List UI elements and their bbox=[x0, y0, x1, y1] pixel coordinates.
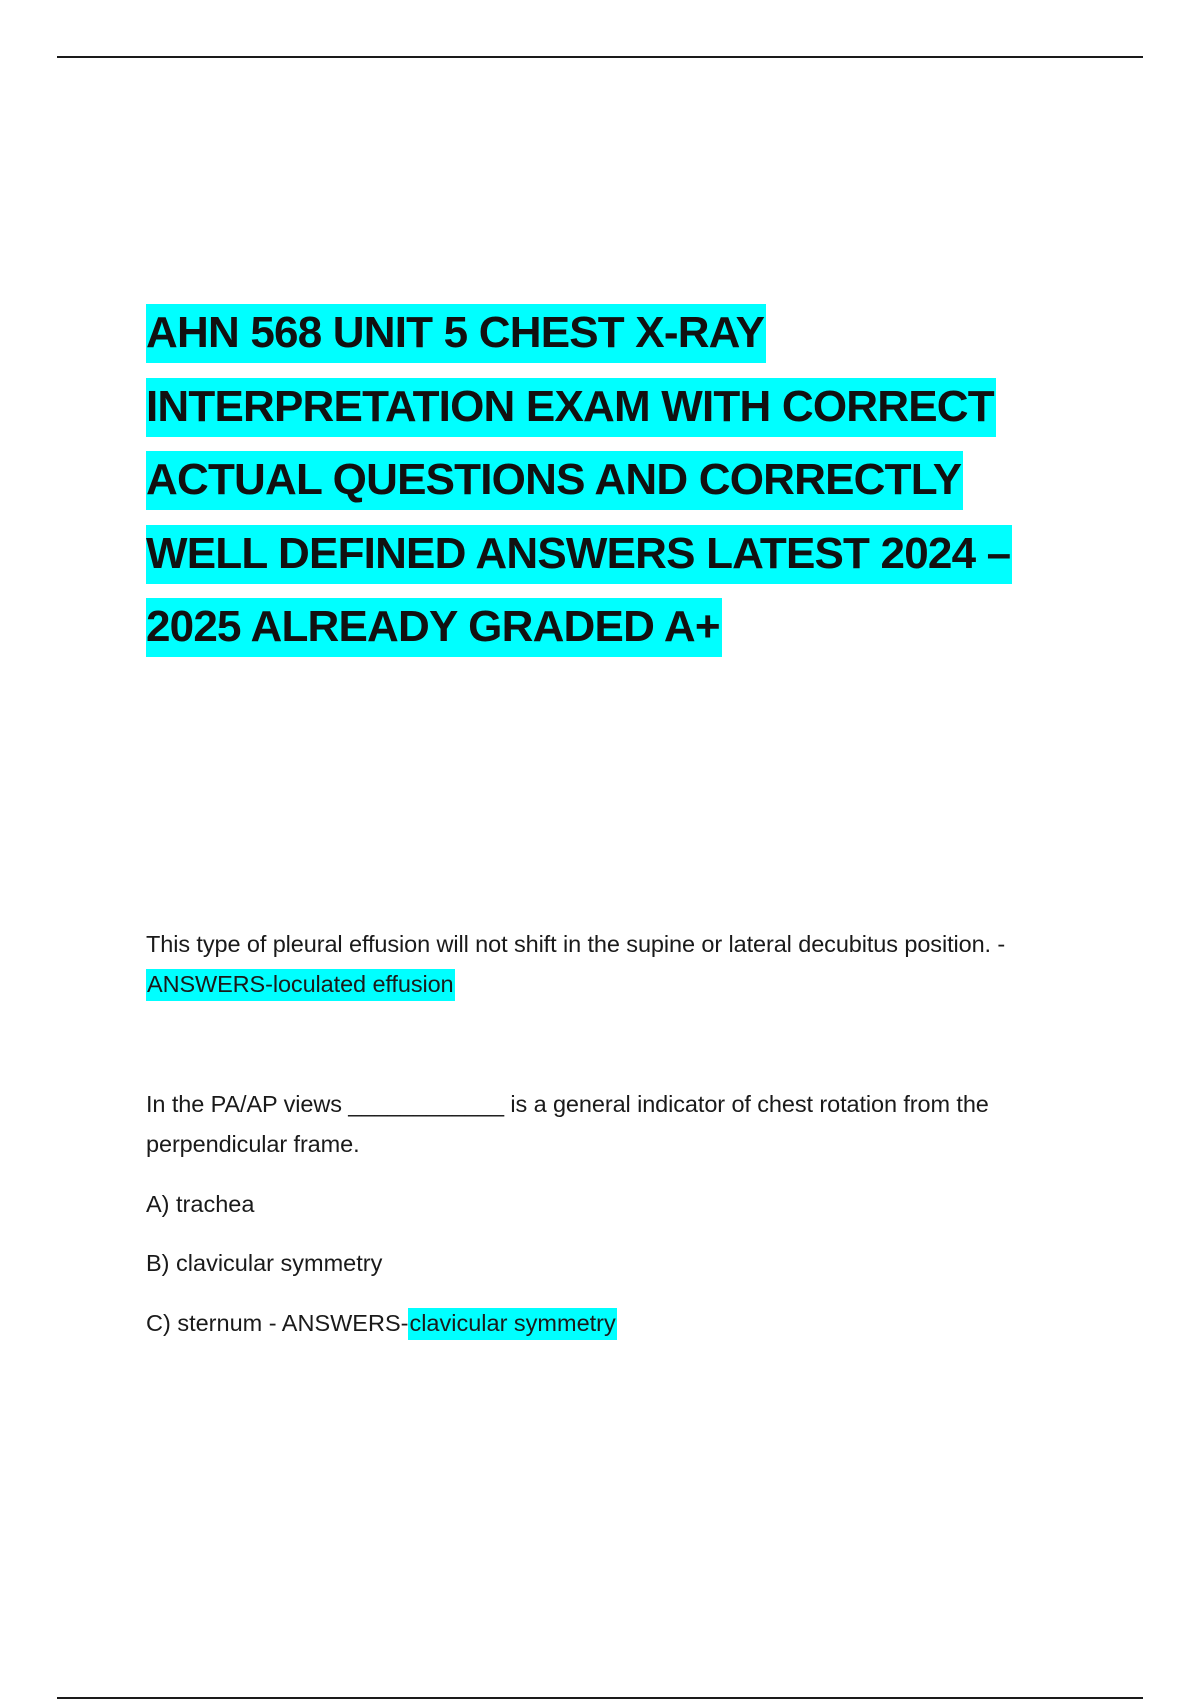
question-2-answer: clavicular symmetry bbox=[408, 1308, 616, 1340]
option-c bbox=[146, 1303, 617, 1343]
document-title bbox=[146, 296, 1066, 664]
footer-rule bbox=[57, 1697, 1143, 1699]
title-line: 2025 ALREADY GRADED A+ bbox=[146, 590, 1066, 664]
option-a: A) trachea bbox=[146, 1191, 255, 1217]
title-line: AHN 568 UNIT 5 CHEST X-RAY bbox=[146, 296, 1066, 370]
title-line: ACTUAL QUESTIONS AND CORRECTLY bbox=[146, 443, 1066, 517]
option-c-text: C) sternum - ANSWERS- bbox=[146, 1310, 409, 1336]
question-2-text: In the PA/AP views ____________ is a general indicator of chest rotation from the perpendicular frame. bbox=[146, 1091, 989, 1157]
title-line: WELL DEFINED ANSWERS LATEST 2024 – bbox=[146, 517, 1066, 591]
option-b: B) clavicular symmetry bbox=[146, 1250, 383, 1276]
question-2 bbox=[146, 1084, 1076, 1164]
question-1 bbox=[146, 924, 1076, 1004]
question-1-text: This type of pleural effusion will not shift in the supine or lateral decubitus position. - bbox=[146, 931, 1006, 957]
question-1-answer: ANSWERS-loculated effusion bbox=[146, 969, 455, 1001]
title-line: INTERPRETATION EXAM WITH CORRECT bbox=[146, 370, 1066, 444]
header-rule bbox=[57, 56, 1143, 58]
